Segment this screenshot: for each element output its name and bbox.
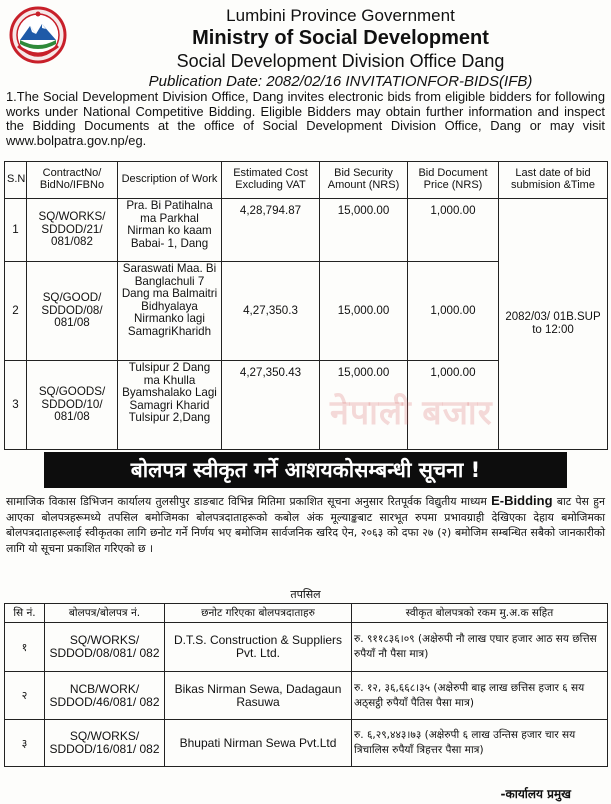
row-description: Tulsipur 2 Dang ma Khulla Byamshalako Lagi Samagri Kharid Tulsipur 2,Dang <box>118 361 222 450</box>
publication-date: Publication Date: 2082/02/16 INVITATIONFOR-BIDS(IFB) <box>148 73 533 90</box>
award-table-header-row <box>5 604 608 623</box>
row-bid-security: 15,000.00 <box>320 199 408 262</box>
award-header-bidder: छनोट गरिएका बोलपत्रदाताहरु <box>165 604 352 623</box>
award-row-sn: २ <box>5 672 45 720</box>
row-sn: 2 <box>5 262 27 361</box>
notice-title-banner: बोलपत्र स्वीकृत गर्ने आशयकोसम्बन्धी सूचना ! <box>44 452 567 488</box>
table-row <box>5 720 608 767</box>
award-header-amount: स्वीकृत बोलपत्रको रकम मु.अ.क सहित <box>352 604 608 623</box>
award-header-sn: सि नं. <box>5 604 45 623</box>
row-description: Pra. Bi Patihalna ma Parkhal Nirman ko kaam Babai- 1, Dang <box>118 199 222 262</box>
government-emblem-icon <box>8 6 68 64</box>
table-row <box>5 672 608 720</box>
office-name: Social Development Division Office Dang <box>176 51 505 71</box>
row-contract-no: SQ/WORKS/ SDDOD/21/ 081/082 <box>27 199 118 262</box>
row-contract-no: SQ/GOOD/ SDDOD/08/ 081/08 <box>27 262 118 361</box>
row-estimated-cost: 4,27,350.43 <box>222 361 320 450</box>
award-row-bid-no: SQ/WORKS/ SDDOD/16/081/ 082 <box>45 720 165 767</box>
header-estimated-cost: Estimated Cost Excluding VAT <box>222 162 320 199</box>
watermark-text: नेपाली बजार <box>330 394 493 432</box>
row-sn: 1 <box>5 199 27 262</box>
table-row <box>5 623 608 672</box>
award-header-bid-no: बोलपत्र/बोलपत्र नं. <box>45 604 165 623</box>
notice-paragraph-rest: बाट पेस हुन आएका बोलपत्रहरूमध्ये तपसिल बमोजिमका बोलपत्रदाताहरूको कबोल अंक मूल्याङ्कबाट सारभूत रुपमा प्रभावग्राही देखिएका देहाय बमोजिमका बोलपत्रदाताहरूलाई स्वीकृतका लागि छनोट गर्ने निर्णय भए बमोजिम सार्वजनिक खरिद ऐन, २०६३ को दफा २७ (२) बमोजिम सम्बन्धित सबैको जानकारीको लागि यो सूचना प्रकाशित गरिएको छ । <box>6 495 605 555</box>
tapasil-heading: तपसिल <box>290 588 321 601</box>
ebidding-label: E-Bidding <box>491 493 553 508</box>
row-document-price: 1,000.00 <box>408 199 499 262</box>
intro-paragraph: 1.The Social Development Division Office, Dang invites electronic bids from eligible bidders for following works under National Competitive Bidding. Eligible Bidders may obtain further information and inspect the Bidding Documents at the office of Social Development Division Office, Dang or may visit www.bolpatra.gov.np/eg. <box>6 89 605 148</box>
award-row-bid-no: SQ/WORKS/ SDDOD/08/081/ 082 <box>45 623 165 672</box>
bid-table-header-row <box>5 162 608 199</box>
header-bid-security: Bid Security Amount (NRS) <box>320 162 408 199</box>
row-bid-security: 15,000.00 <box>320 361 408 450</box>
row-estimated-cost: 4,27,350.3 <box>222 262 320 361</box>
row-document-price: 1,000.00 <box>408 262 499 361</box>
bid-table <box>4 161 608 450</box>
award-row-bidder: Bhupati Nirman Sewa Pvt.Ltd <box>165 720 352 767</box>
notice-paragraph-line1: सामाजिक विकास डिभिजन कार्यालय तुलसीपुर डाङबाट विभिन्न मितिमा प्रकाशित सूचना अनुसार रितपूर्वक विद्युतीय माध्यम <box>6 495 487 508</box>
award-table <box>4 603 608 767</box>
award-row-amount: रु. १२, ३६,६६८।३५ (अक्षेरुपी बाह्र लाख छत्तिस हजार ६ सय अठ्सट्ठी रुपैयाँ पैतिस पैसा मात्र) <box>352 672 608 720</box>
government-name: Lumbini Province Government <box>226 6 455 25</box>
row-estimated-cost: 4,28,794.87 <box>222 199 320 262</box>
award-row-sn: १ <box>5 623 45 672</box>
ministry-name: Ministry of Social Development <box>192 27 489 49</box>
header-contract-no: ContractNo/ BidNo/IFBNo <box>27 162 118 199</box>
row-sn: 3 <box>5 361 27 450</box>
row-description: Saraswati Maa. Bi Banglachuli 7 Dang ma Balmaitri Bidhyalaya Nirmanko lagi SamagriKharidh <box>118 262 222 361</box>
award-row-sn: ३ <box>5 720 45 767</box>
header-sn: S.N <box>5 162 27 199</box>
row-bid-security: 15,000.00 <box>320 262 408 361</box>
row-document-price: 1,000.00 <box>408 361 499 450</box>
award-row-bidder: Bikas Nirman Sewa, Dadagaun Rasuwa <box>165 672 352 720</box>
row-contract-no: SQ/GOODS/ SDDOD/10/ 081/08 <box>27 361 118 450</box>
award-row-bidder: D.T.S. Construction & Suppliers Pvt. Ltd. <box>165 623 352 672</box>
award-row-bid-no: NCB/WORK/ SDDOD/46/081/ 082 <box>45 672 165 720</box>
header-document-price: Bid Document Price (NRS) <box>408 162 499 199</box>
office-chief-signature: -कार्यालय प्रमुख <box>500 787 571 801</box>
header-description: Description of Work <box>118 162 222 199</box>
award-row-amount: रु. ६,२९,४४३।७३ (अक्षेरुपी ६ लाख उन्तिस हजार चार सय त्रिचालिस रुपैयाँ त्रिहत्तर पैसा मात्र) <box>352 720 608 767</box>
header-last-date: Last date of bid submision &Time <box>499 162 608 199</box>
notice-paragraph <box>6 493 605 556</box>
table-row <box>5 199 608 262</box>
award-row-amount: रु. ९११८३६।०९ (अक्षेरुपी नौ लाख एघार हजार आठ सय छत्तिस रुपैयाँ नौ पैसा मात्र) <box>352 623 608 672</box>
last-date-cell: 2082/03/ 01B.SUP to 12:00 <box>499 199 608 450</box>
